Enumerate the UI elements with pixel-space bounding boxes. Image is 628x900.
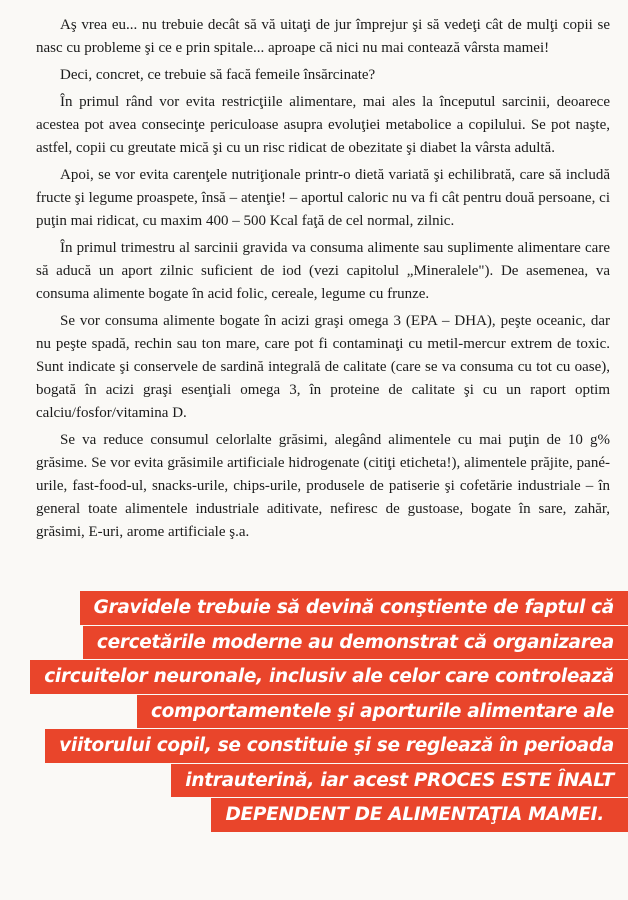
body-text <box>36 14 610 548</box>
callout-line <box>0 694 628 729</box>
callout-line <box>0 763 628 798</box>
paragraph: Se vor consuma alimente bogate în acizi graşi omega 3 (EPA – DHA), peşte oceanic, dar nu peşte spadă, rechin sau ton mare, care pot fi contaminaţi cu metil-mercur extrem de toxic. Sunt indicate şi conservele de sardină integrală de calitate (care se va consuma cu tot cu oase), bogată în acizi graşi esenţiali omega 3, în proteine de calitate şi cu un raport optim calciu/fosfor/vitamina D. <box>36 313 610 421</box>
callout-line-text: Gravidele trebuie să devină conştiente de faptul că <box>80 591 628 625</box>
callout-line-text: comportamentele şi aporturile alimentare ale <box>137 695 628 729</box>
highlight-callout <box>0 590 628 832</box>
paragraph: Apoi, se vor evita carenţele nutriţionale printr-o dietă variată şi echilibrată, care să includă fructe şi legume proaspete, însă – atenţie! – aportul caloric nu va fi cât pentru două persoane, ci puţin mai ridicat, cu maxim 400 – 500 Kcal faţă de cel normal, zilnic. <box>36 167 610 229</box>
callout-line-text: intrauterină, iar acest PROCES ESTE ÎNALT <box>171 764 628 798</box>
paragraph: În primul rând vor evita restricţiile alimentare, mai ales la începutul sarcinii, deoarece acestea pot avea consecinţe periculoase asupra evoluţiei metabolice a copilului. Se pot naşte, astfel, copii cu greutate mică şi cu un risc ridicat de obezitate şi diabet la vârsta adultă. <box>36 94 610 156</box>
callout-line-text: DEPENDENT DE ALIMENTAŢIA MAMEI. <box>211 798 628 832</box>
paragraph: Se va reduce consumul celorlalte grăsimi, alegând alimentele cu mai puţin de 10 g% grăsime. Se vor evita grăsimile artificiale hidrogenate (citiţi eticheta!), alimentele prăjite, pané-urile, fast-food-ul, snacks-urile, chips-urile, produsele de patiserie şi cofetărie industriale – în general toate alimentele industriale aditivate, nefiresc de gustoase, bogate în sare, zahăr, grăsimi, E-uri, arome artificiale ş.a. <box>36 432 610 540</box>
callout-line <box>0 625 628 660</box>
paragraph: În primul trimestru al sarcinii gravida va consuma alimente sau suplimente alimentare care să aducă un aport zilnic suficient de iod (vezi capitolul „Mineralele"). De asemenea, va consuma alimente bogate în acid folic, cereale, legume cu frunze. <box>36 240 610 302</box>
paragraph: Aş vrea eu... nu trebuie decât să vă uitaţi de jur împrejur şi să vedeţi cât de mulţi copii se nasc cu probleme şi ce e prin spitale... aproape că nici nu mai contează vârsta mamei! <box>36 17 610 56</box>
callout-line-text: circuitelor neuronale, inclusiv ale celor care controlează <box>30 660 628 694</box>
callout-line-text: viitorului copil, se constituie şi se reglează în perioada <box>45 729 628 763</box>
callout-line <box>0 728 628 763</box>
callout-line-text: cercetările moderne au demonstrat că organizarea <box>83 626 628 660</box>
paragraph: Deci, concret, ce trebuie să facă femeile însărcinate? <box>60 67 376 83</box>
callout-line <box>0 797 628 832</box>
callout-line <box>0 590 628 625</box>
callout-line <box>0 659 628 694</box>
